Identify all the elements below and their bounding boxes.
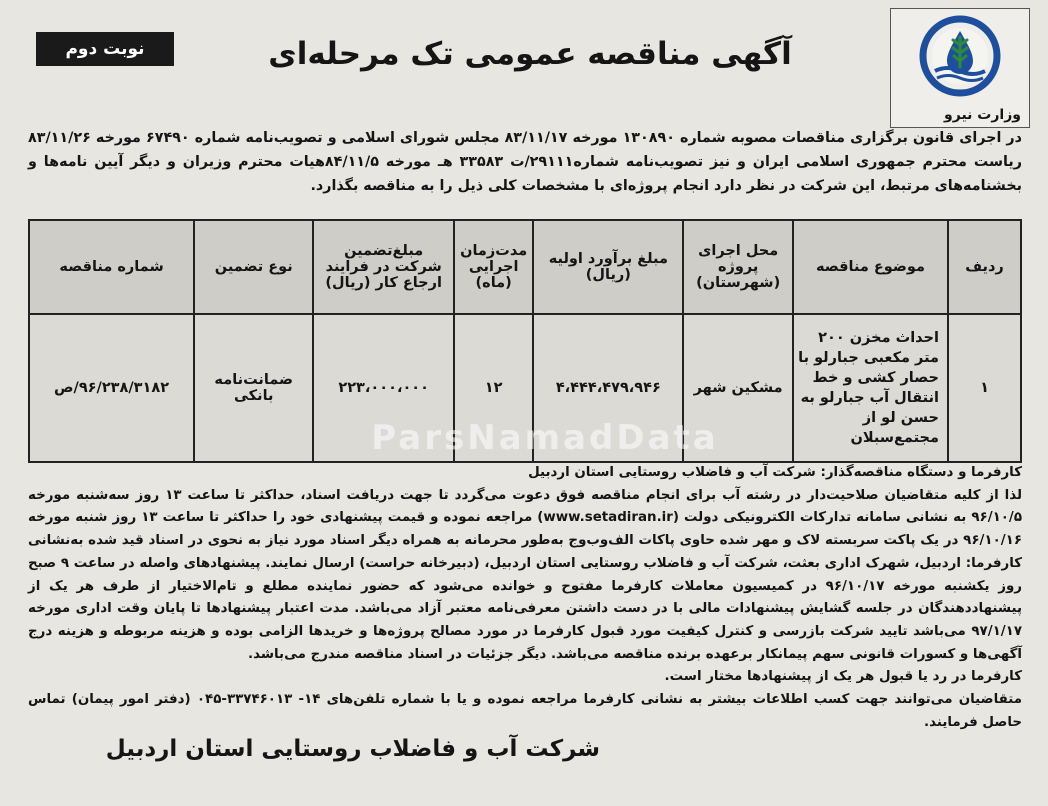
notice-title: آگهی مناقصه عمومی تک مرحله‌ای: [268, 36, 792, 72]
cell-guarantee-type: ضمانت‌نامه بانکی: [194, 314, 313, 462]
header-duration: مدت‌زمان اجرایی (ماه): [454, 220, 533, 314]
company-signature: شرکت آب و فاضلاب روستایی استان اردبیل: [105, 736, 600, 762]
ministry-name: وزارت نیرو: [944, 107, 1021, 123]
employer-label: کارفرما و دستگاه مناقصه‌گذار:: [820, 465, 1022, 480]
cell-estimate: ۴،۴۴۴،۴۷۹،۹۴۶: [533, 314, 683, 462]
cell-tender-number: ۹۶/۲۳۸/۳۱۸۲/ص: [29, 314, 194, 462]
header-tender-number: شماره مناقصه: [29, 220, 194, 314]
contact-note: متقاضیان می‌توانند جهت کسب اطلاعات بیشتر به نشانی کارفرما مراجعه نموده و یا با شماره تلفن‌های ۱۴- ۳۳۷۴۶۰۱۳-۰۴۵ (دفتر امور پیمان) تماس حاصل فرمایند.: [28, 692, 1022, 730]
ministry-logo: [890, 8, 1030, 128]
cell-duration: ۱۲: [454, 314, 533, 462]
round-badge: نوبت دوم: [36, 32, 174, 66]
header-index: ردیف: [948, 220, 1021, 314]
intro-paragraph: در اجرای قانون برگزاری مناقصات مصوبه شماره ۱۳۰۸۹۰ مورخه ۸۳/۱۱/۱۷ مجلس شورای اسلامی و تصویب‌نامه شماره ۶۷۴۹۰ مورخه ۸۳/۱۱/۲۶ ریاست محترم جمهوری اسلامی ایران و نیز تصویب‌نامه شماره۲۹۱۱۱/ت ۳۳۵۸۳ هـ مورخه ۸۴/۱۱/۵هیات محترم وزیران و دیگر آیین نامه‌ها و بخشنامه‌های مرتبط، این شرکت در نظر دارد انجام پروژه‌ای با مشخصات کلی ذیل را به مناقصه بگذارد.: [28, 130, 1022, 194]
rejection-note: کارفرما در رد یا قبول هر یک از پیشنهادها مختار است.: [664, 669, 1022, 685]
employer-value: شرکت آب و فاضلاب روستایی استان اردبیل: [528, 465, 816, 480]
conditions-paragraph: لذا از کلیه متقاضیان صلاحیت‌دار در رشته آب برای انجام مناقصه فوق دعوت می‌گردد تا جهت دریافت اسناد، حداکثر تا ساعت ۱۳ روز سه‌شنبه مورخه ۹۶/۱۰/۵ به نشانی سامانه تدارکات الکترونیکی دولت (www.setadiran.ir) مراجعه نموده و قیمت پیشنهادی خود را حداکثر تا ساعت ۱۳ روز شنبه مورخه ۹۶/۱۰/۱۶ در یک پاکت سربسته لاک و مهر شده حاوی پاکات الف‌وب‌وج به‌طور محرمانه به همراه دیگر اسناد مورد نیاز به نحوی در اسناد قید شده به‌نشانی کارفرما: اردبیل، شهرک اداری بعثت، شرکت آب و فاضلاب روستایی استان اردبیل، (دبیرخانه حراست) ارسال نمایند. پیشنهادهای واصله در ساعت ۹ صبح روز یکشنبه مورخه ۹۶/۱۰/۱۷ در کمیسیون معاملات کارفرما مفتوح و خوانده می‌شود که حضور نماینده مطلع و تام‌الاختیار از طرف هر یک از پیشنهاددهندگان در جلسه گشایش پیشنهادات مالی با در دست داشتن معرفی‌نامه معتبر آزاد می‌باشد. مدت اعتبار پیشنهادها تا پایان وقت اداری مورخه ۹۷/۱/۱۷ می‌باشد تایید شرکت بازرسی و کنترل کیفیت مورد قبول کارفرما در مورد مصالح پروژه‌ها و خریدها الزامی بوده و هزینه مربوطه و هزینه درج آگهی‌ها و کسورات قانونی سهم پیمانکار برعهده برنده مناقصه می‌باشد. دیگر جزئیات در اسناد مناقصه مندرج می‌باشد.: [28, 487, 1023, 662]
table-header-row: [29, 220, 1021, 314]
body-text: [28, 462, 1022, 734]
water-drop-logo-icon: [919, 15, 1001, 97]
header-guarantee: مبلغ‌تضمین شرکت در فرایند ارجاع کار (ریال): [313, 220, 454, 314]
watermark: ParsNamadData: [371, 418, 719, 458]
cell-subject: احداث مخزن ۲۰۰ متر مکعبی جبارلو با حصار کشی و خط انتقال آب جبارلو به حسن لو از مجتمع‌سبلان: [793, 314, 948, 462]
header-location: محل اجرای پروژه (شهرستان): [683, 220, 793, 314]
cell-guarantee: ۲۲۳،۰۰۰،۰۰۰: [313, 314, 454, 462]
cell-index: ۱: [948, 314, 1021, 462]
header-estimate: مبلغ برآورد اولیه (ریال): [533, 220, 683, 314]
header-guarantee-type: نوع تضمین: [194, 220, 313, 314]
header-subject: موضوع مناقصه: [793, 220, 948, 314]
employer-line: [28, 462, 1022, 485]
cell-location: مشکین شهر: [683, 314, 793, 462]
